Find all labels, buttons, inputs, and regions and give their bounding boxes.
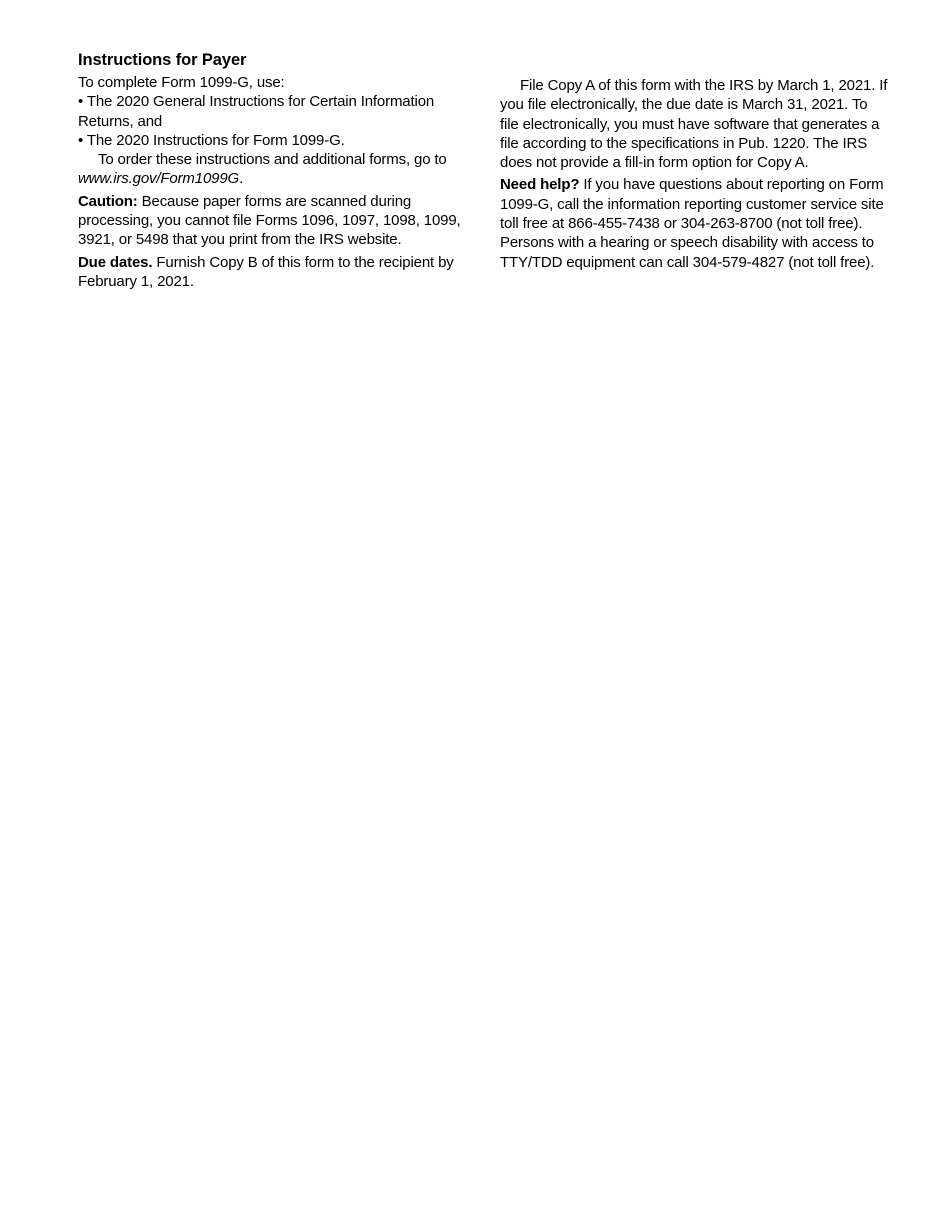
caution-text: Because paper forms are scanned during processing, you cannot file Forms 1096, 1097, 1098, 1099, 3921, or 5498 that you print from the IRS website. xyxy=(78,192,461,249)
due-dates-label: Due dates. xyxy=(78,253,153,271)
list-item: • The 2020 General Instructions for Certain Information Returns, and xyxy=(78,93,435,130)
due-dates-paragraph xyxy=(78,253,470,292)
intro-text: To complete Form 1099-G, use: xyxy=(78,74,285,91)
irs-forms-url: www.irs.gov/Form1099G xyxy=(78,170,240,188)
order-forms-period: . xyxy=(239,170,244,188)
page-title: Instructions for Payer xyxy=(78,51,247,69)
order-forms-text: To order these instructions and additional forms, go to xyxy=(98,151,447,169)
need-help-text: If you have questions about reporting on Form 1099-G, call the information reporting customer service site toll free at 866-455-7438 or 304-263-8700 (not toll free). Persons with a hearing or speech disability with access to TTY/TDD equipment can call 304-579-4827 (not toll free). xyxy=(500,176,884,271)
list-item: • The 2020 Instructions for Form 1099-G. xyxy=(78,131,345,149)
file-copy-a-paragraph: File Copy A of this form with the IRS by March 1, 2021. If you file electronically, the due date is March 31, 2021. To file electronically, you must have software that generates a file according to the specifications in Pub. 1220. The IRS does not provide a fill-in form option for Copy A. xyxy=(500,77,888,172)
due-dates-text: Furnish Copy B of this form to the recipient by February 1, 2021. xyxy=(78,253,454,290)
caution-paragraph xyxy=(78,192,470,250)
order-forms-paragraph xyxy=(78,150,470,189)
left-column xyxy=(78,50,470,291)
need-help-paragraph xyxy=(500,175,890,271)
right-column xyxy=(500,50,890,272)
need-help-label: Need help? xyxy=(500,176,580,194)
caution-label: Caution: xyxy=(78,192,138,210)
